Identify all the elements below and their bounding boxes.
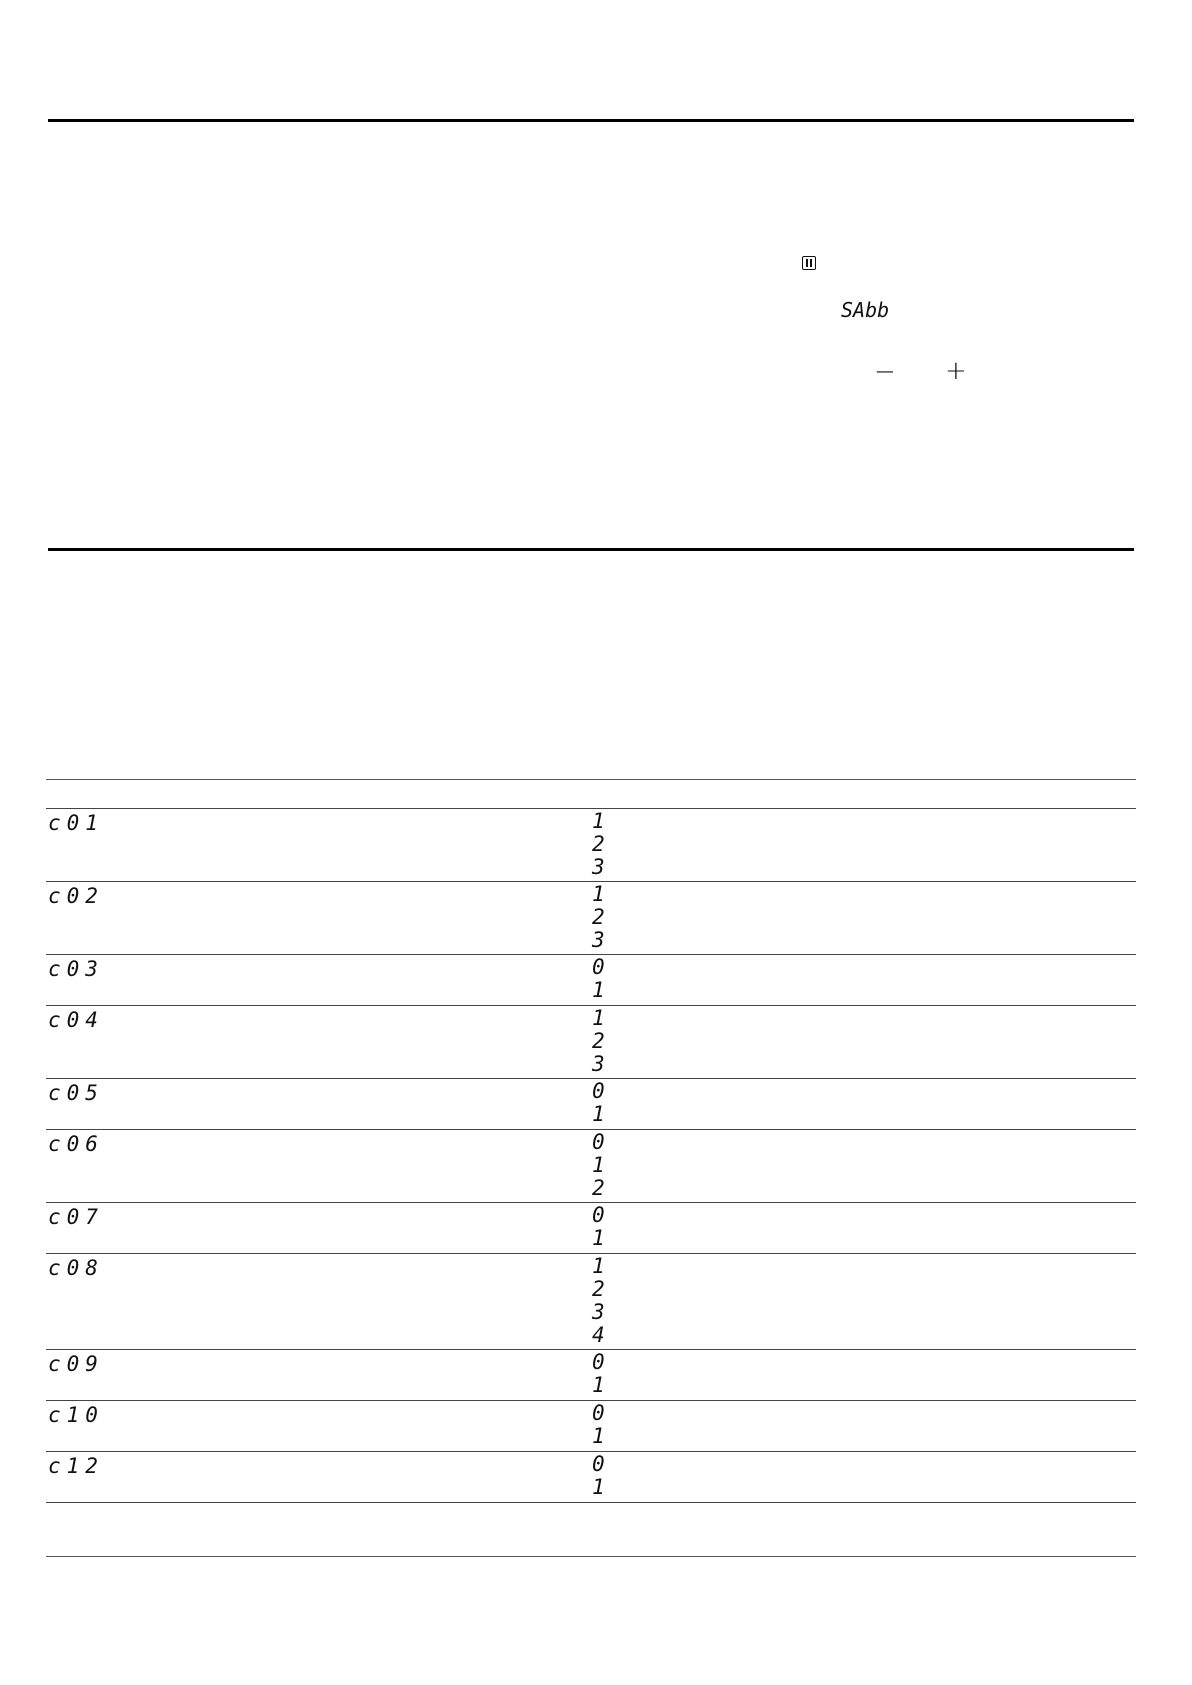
setting-value: 0 (592, 1350, 605, 1374)
setting-code: c08 (48, 1256, 104, 1280)
table-row (46, 1350, 1136, 1401)
table-row (46, 955, 1136, 1006)
setting-code: c12 (48, 1454, 104, 1478)
setting-code: c09 (48, 1352, 104, 1376)
setting-value: 0 (592, 1401, 605, 1425)
minus-button[interactable]: − (874, 357, 896, 387)
setting-values (592, 1402, 605, 1448)
setting-value: 4 (592, 1323, 605, 1347)
table-row (46, 1006, 1136, 1079)
setting-values (592, 1453, 605, 1499)
setting-values (592, 810, 605, 879)
table-row (46, 882, 1136, 955)
setting-value: 1 (592, 882, 605, 906)
setting-values (592, 883, 605, 952)
table-row (46, 1401, 1136, 1452)
settings-table (46, 808, 1136, 1503)
setting-code: c02 (48, 884, 104, 908)
setting-value: 1 (592, 809, 605, 833)
setting-value: 1 (592, 1006, 605, 1030)
plus-button[interactable]: + (945, 356, 967, 386)
setting-code: c06 (48, 1132, 104, 1156)
setting-values (592, 1080, 605, 1126)
setting-code: c03 (48, 957, 104, 981)
setting-value: 3 (592, 1300, 605, 1324)
table-row (46, 809, 1136, 882)
setting-value: 2 (592, 1029, 605, 1053)
table-row (46, 1452, 1136, 1503)
setting-value: 1 (592, 1102, 605, 1126)
setting-value: 2 (592, 832, 605, 856)
header-rule (48, 119, 1134, 122)
setting-code: c07 (48, 1205, 104, 1229)
setting-value: 1 (592, 1475, 605, 1499)
setting-value: 1 (592, 1373, 605, 1397)
setting-value: 1 (592, 1226, 605, 1250)
setting-values (592, 1007, 605, 1076)
display-readout: SAbb (841, 298, 890, 322)
table-row (46, 1254, 1136, 1350)
setting-value: 1 (592, 1254, 605, 1278)
setting-value: 0 (592, 1079, 605, 1103)
setting-value: 3 (592, 928, 605, 952)
setting-value: 0 (592, 1452, 605, 1476)
table-row (46, 1203, 1136, 1254)
setting-values (592, 1351, 605, 1397)
setting-value: 2 (592, 905, 605, 929)
table-row (46, 1130, 1136, 1203)
table-footer-rule (46, 1556, 1136, 1557)
setting-value: 3 (592, 1052, 605, 1076)
setting-value: 0 (592, 1203, 605, 1227)
setting-code: c04 (48, 1008, 104, 1032)
setting-values (592, 956, 605, 1002)
setting-code: c05 (48, 1081, 104, 1105)
table-header-top-rule (46, 779, 1136, 780)
setting-values (592, 1255, 605, 1347)
setting-value: 2 (592, 1176, 605, 1200)
setting-value: 0 (592, 955, 605, 979)
setting-value: 0 (592, 1130, 605, 1154)
setting-value: 1 (592, 1424, 605, 1448)
section-rule (48, 548, 1134, 551)
setting-values (592, 1204, 605, 1250)
table-row (46, 1079, 1136, 1130)
setting-value: 1 (592, 1153, 605, 1177)
setting-value: 3 (592, 855, 605, 879)
setting-value: 1 (592, 978, 605, 1002)
setting-value: 2 (592, 1277, 605, 1301)
setting-values (592, 1131, 605, 1200)
cutlery-icon (802, 256, 816, 270)
setting-code: c10 (48, 1403, 104, 1427)
setting-code: c01 (48, 811, 104, 835)
